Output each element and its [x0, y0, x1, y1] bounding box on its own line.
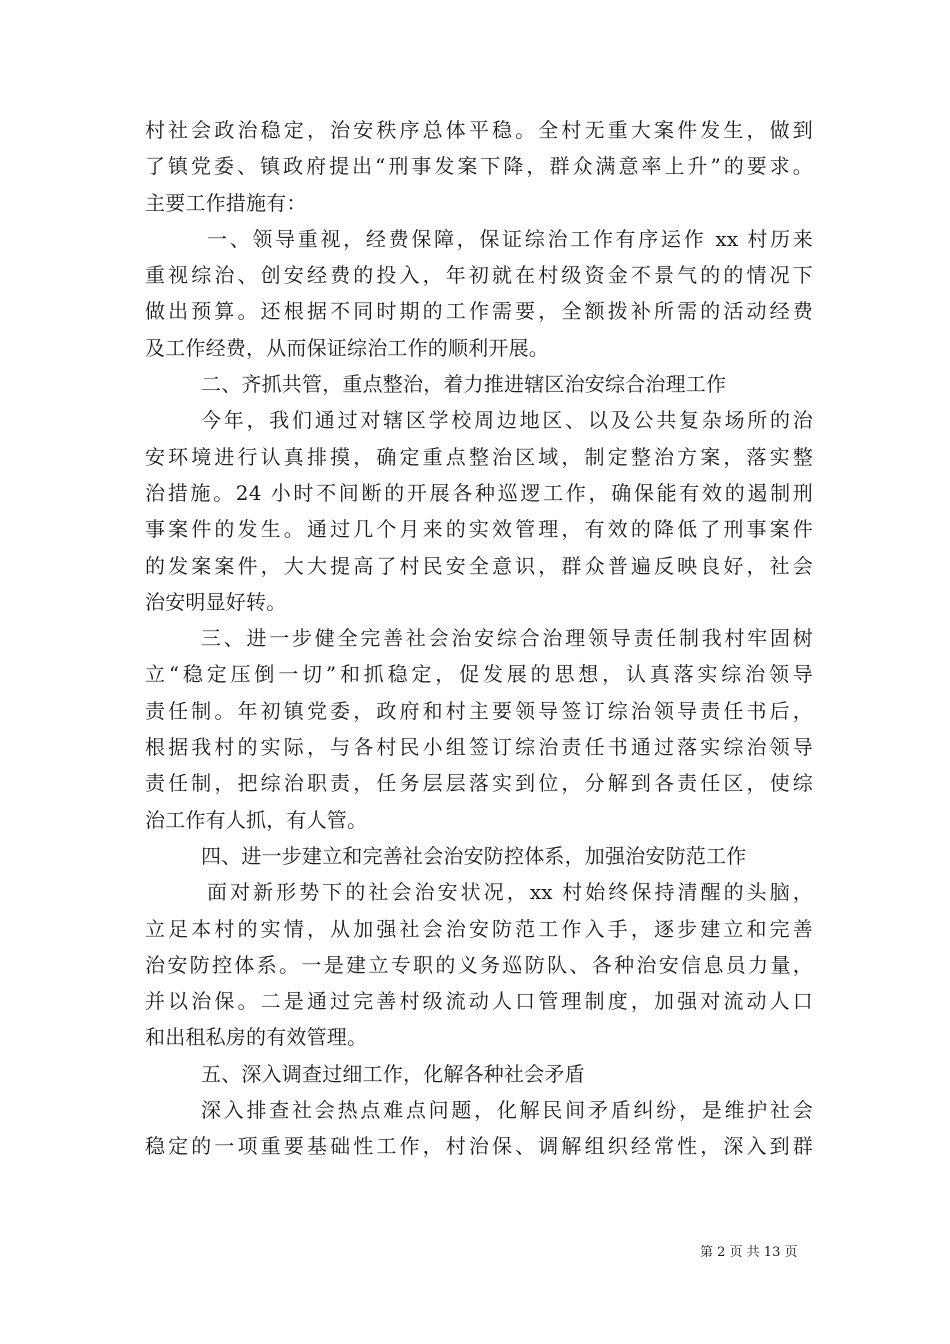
text-line: 做出预算。还根据不同时期的工作需要，全额拨补所需的活动经费: [145, 299, 813, 324]
text-line: 重视综治、创安经费的投入，年初就在村级资金不景气的的情况下: [145, 263, 813, 288]
text-line: 治措施。24 小时不间断的开展各种巡逻工作，确保能有效的遏制刑: [145, 480, 813, 505]
text-line: 村社会政治稳定，治安秩序总体平稳。全村无重大案件发生，做到: [145, 118, 813, 142]
text-line: 根据我村的实际，与各村民小组签订综治责任书通过落实综治领导: [145, 735, 813, 760]
text-line: 及工作经费，从而保证综治工作的顺利开展。: [145, 335, 549, 360]
text-line: 治工作有人抓，有人管。: [145, 807, 368, 832]
text-line: 稳定的一项重要基础性工作，村治保、调解组织经常性，深入到群: [145, 1134, 813, 1159]
text-line: 治安明显好转。: [145, 589, 287, 614]
page-number-footer: 第 2 页 共 13 页: [700, 1245, 798, 1260]
text-line: 五、深入调查过细工作，化解各种社会矛盾: [201, 1061, 585, 1086]
text-line: 责任制，把综治职责，任务层层落实到位，分解到各责任区，使综: [145, 771, 813, 796]
document-body: [145, 112, 813, 1165]
text-line: 一、领导重视，经费保障，保证综治工作有序运作 xx 村历来: [207, 226, 813, 251]
text-line: 立“稳定压倒一切”和抓稳定，促发展的思想，认真落实综治领导: [145, 662, 813, 687]
text-line: 安环境进行认真排摸，确定重点整治区域，制定整治方案，落实整: [145, 444, 813, 469]
text-line: 立足本村的实情，从加强社会治安防范工作入手，逐步建立和完善: [145, 916, 813, 941]
text-line: 深入排查社会热点难点问题，化解民间矛盾纠纷，是维护社会: [201, 1098, 813, 1123]
text-line: 和出租私房的有效管理。: [145, 1025, 368, 1050]
text-line: 事案件的发生。通过几个月来的实效管理，有效的降低了刑事案件: [145, 517, 813, 542]
text-line: 主要工作措施有：: [145, 190, 307, 215]
text-line: 的发案案件，大大提高了村民安全意识，群众普遍反映良好，社会: [145, 553, 813, 578]
text-line: 四、进一步建立和完善社会治安防控体系，加强治安防范工作: [201, 843, 747, 868]
text-line: 面对新形势下的社会治安状况，xx 村始终保持清醒的头脑，: [207, 880, 813, 905]
text-line: 三、进一步健全完善社会治安综合治理领导责任制我村牢固树: [201, 626, 813, 651]
text-line: 二、齐抓共管，重点整治，着力推进辖区治安综合治理工作: [201, 372, 727, 397]
text-line: 并以治保。二是通过完善村级流动人口管理制度，加强对流动人口: [145, 989, 813, 1014]
text-line: 了镇党委、镇政府提出“刑事发案下降，群众满意率上升”的要求。: [145, 154, 813, 179]
text-line: 治安防控体系。一是建立专职的义务巡防队、各种治安信息员力量，: [145, 952, 813, 977]
text-line: 今年，我们通过对辖区学校周边地区、以及公共复杂场所的治: [201, 408, 813, 433]
text-line: 责任制。年初镇党委，政府和村主要领导签订综治领导责任书后，: [145, 698, 813, 723]
